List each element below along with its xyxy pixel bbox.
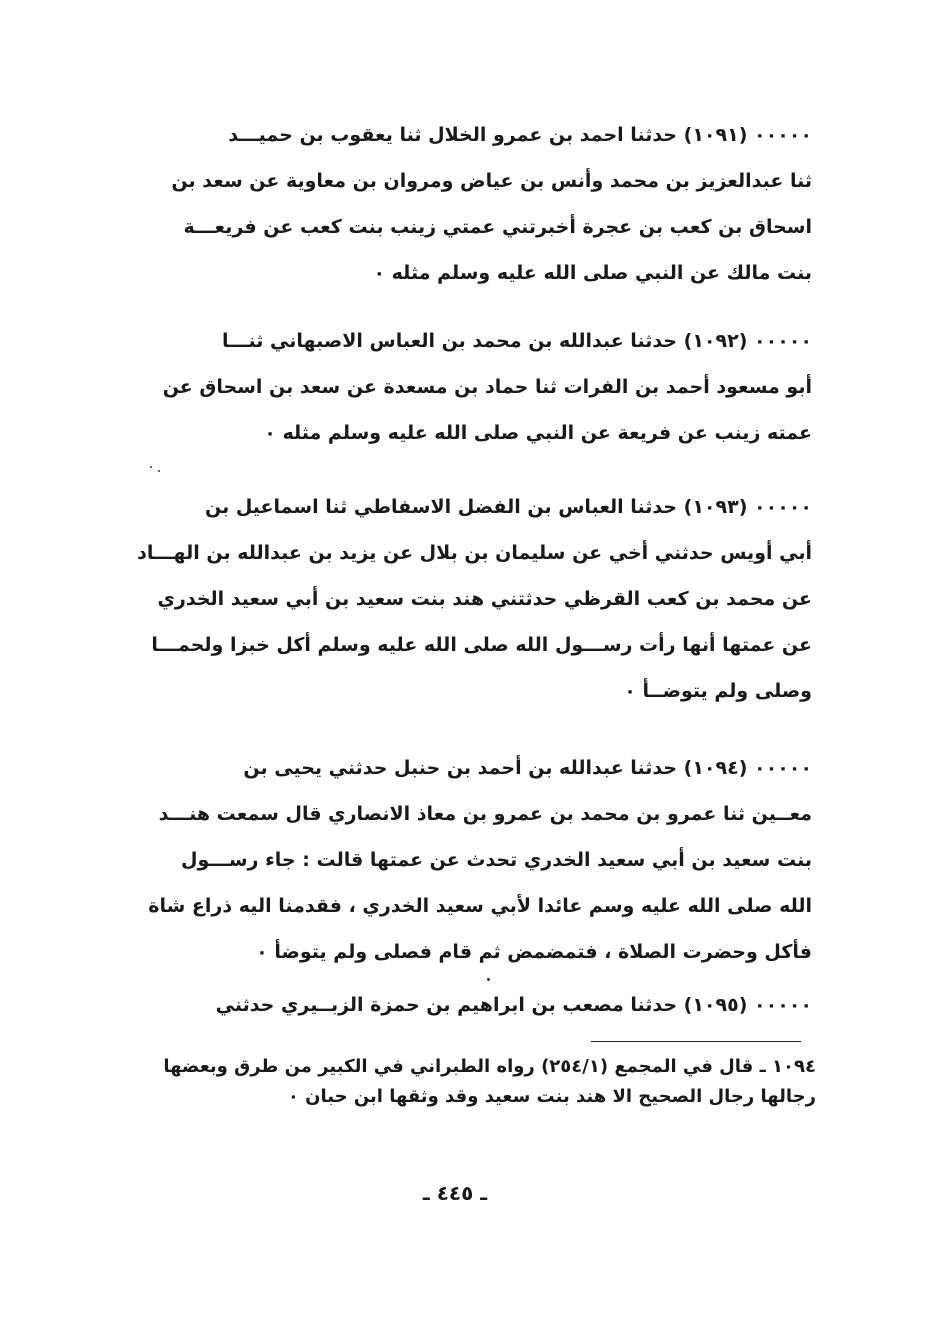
footnote-line: رجالها رجال الصحيح الا هند بنت سعيد وقد وثقها ابن حبان ٠ <box>287 1086 816 1107</box>
hadith-1095 <box>104 982 812 1028</box>
text-line: معــين ثنا عمرو بن محمد بن عمرو بن معاذ الانصاري قال سمعت هنـــد <box>158 803 812 825</box>
text-line: عن محمد بن كعب القرظي حدثتني هند بنت سعيد بن أبي سعيد الخدري <box>157 588 812 610</box>
text-line: ٠٠٠٠٠ (١٠٩٣) حدثنا العباس بن الفضل الاسفاطي ثنا اسماعيل بن <box>205 496 812 518</box>
text-line: فأكل وحضرت الصلاة ، فتمضمض ثم قام فصلى ولم يتوضأ ٠ <box>256 941 812 963</box>
text-line: بنت مالك عن النبي صلى الله عليه وسلم مثله ٠ <box>373 262 812 284</box>
footnote <box>104 1052 816 1112</box>
scan-speck <box>487 978 490 981</box>
text-line: ٠٠٠٠٠ (١٠٩٤) حدثنا عبدالله بن أحمد بن حنبل حدثني يحيى بن <box>243 757 812 779</box>
text-line: أبي أويس حدثني أخي عن سليمان بن بلال عن يزيد بن عبدالله بن الهـــاد <box>137 542 812 564</box>
text-line: عن عمتها أنها رأت رســـول الله صلى الله عليه وسلم أكل خبزا ولحمـــا <box>151 634 812 656</box>
text-line: وصلى ولم يتوضــأ ٠ <box>624 680 812 702</box>
hadith-1091 <box>104 112 812 296</box>
scan-speck <box>150 466 152 468</box>
text-line: عمته زينب عن فريعة عن النبي صلى الله عليه وسلم مثله ٠ <box>264 422 812 444</box>
text-line: ٠٠٠٠٠ (١٠٩٢) حدثنا عبدالله بن محمد بن العباس الاصبهاني ثنـــا <box>221 330 812 352</box>
text-line: بنت سعيد بن أبي سعيد الخدري تحدث عن عمتها قالت : جاء رســـول <box>180 849 812 871</box>
hadith-1093 <box>104 484 812 714</box>
text-line: اسحاق بن كعب بن عجرة أخبرتني عمتي زينب بنت كعب عن فريعـــة <box>183 216 812 238</box>
scan-speck <box>158 470 160 472</box>
text-line: ثنا عبدالعزيز بن محمد وأنس بن عياض ومروان بن معاوية عن سعد بن <box>171 170 812 192</box>
text-line: أبو مسعود أحمد بن الفرات ثنا حماد بن مسعدة عن سعد بن اسحاق عن <box>162 376 812 398</box>
page-number: ـ ٤٤٥ ـ <box>422 1181 488 1205</box>
text-line: الله صلى الله عليه وسم عائدا لأبي سعيد الخدري ، فقدمنا اليه ذراع شاة <box>148 895 812 917</box>
text-line: ٠٠٠٠٠ (١٠٩٥) حدثنا مصعب بن ابراهيم بن حمزة الزبــيري حدثني <box>215 994 812 1016</box>
text-line: ٠٠٠٠٠ (١٠٩١) حدثنا احمد بن عمرو الخلال ثنا يعقوب بن حميـــد <box>228 124 812 146</box>
hadith-1092 <box>104 318 812 456</box>
footnote-line: ١٠٩٤ ـ قال في المجمع (٢٥٤/١) رواه الطبراني في الكبير من طرق وبعضها <box>163 1056 816 1077</box>
footnote-separator <box>591 1041 801 1042</box>
hadith-1094 <box>104 745 812 975</box>
